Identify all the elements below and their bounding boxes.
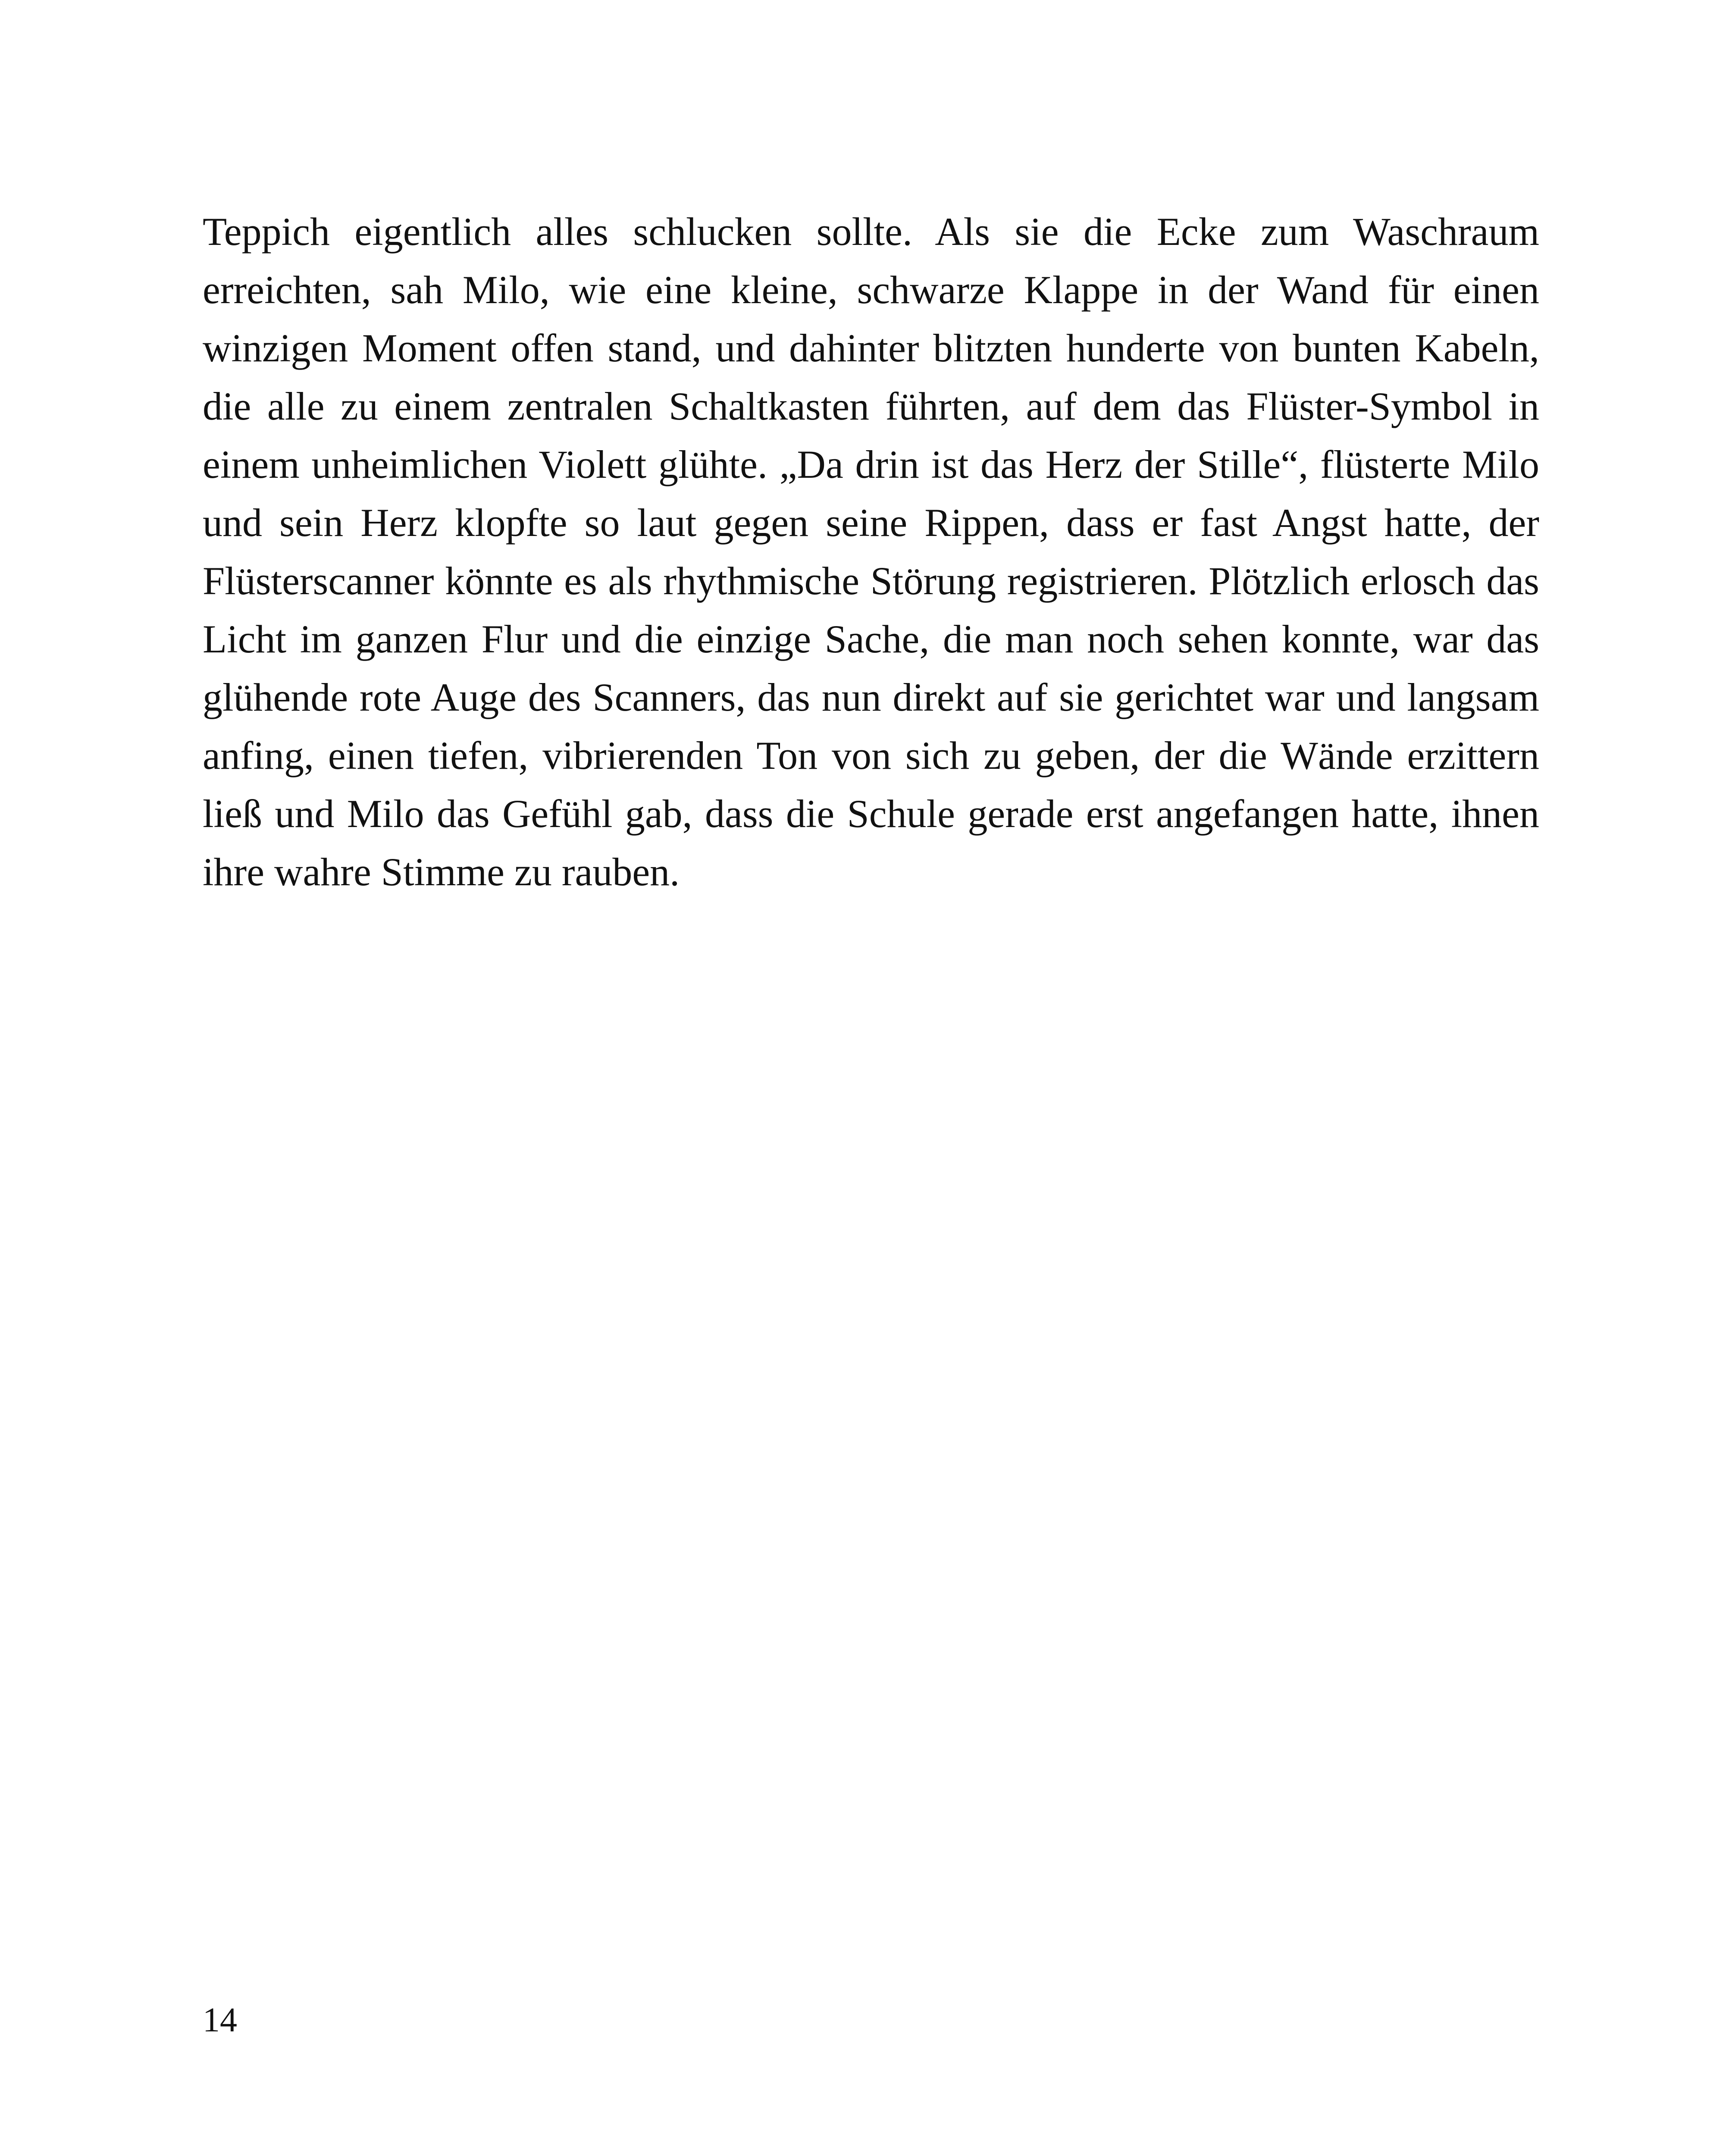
body-paragraph: Teppich eigentlich alles schlucken sollte. Als sie die Ecke zum Waschraum erreichten, sah Milo, wie eine kleine, schwarze Klappe in der Wand für einen winzigen Moment offen stand, und dahinter blitzten hunderte von bunten Kabeln, die alle zu einem zentralen Schaltkasten führten, auf dem das Flüster-Symbol in einem unheimlichen Violett glühte. „Da drin ist das Herz der Stille“, flüsterte Milo und sein Herz klopfte so laut gegen seine Rippen, dass er fast Angst hatte, der Flüsterscanner könnte es als rhythmische Störung registrieren. Plötzlich erlosch das Licht im ganzen Flur und die einzige Sache, die man noch sehen konnte, war das glühende rote Auge des Scanners, das nun direkt auf sie gerichtet war und langsam anfing, einen tiefen, vibrierenden Ton von sich zu geben, der die Wände erzittern ließ und Milo das Gefühl gab, dass die Schule gerade erst angefangen hatte, ihnen ihre wahre Stimme zu rauben. xyxy=(203,210,1539,894)
page-number: 14 xyxy=(203,2001,237,2039)
